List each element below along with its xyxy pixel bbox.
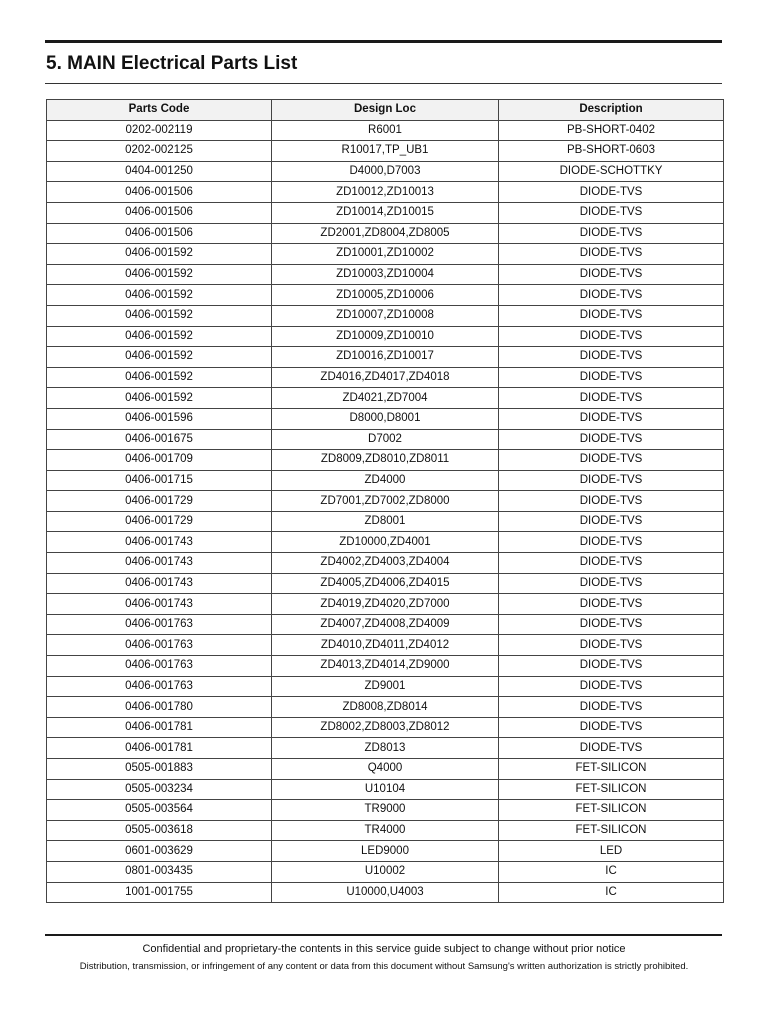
cell-description: DIODE-TVS [499, 202, 724, 223]
cell-parts-code: 0406-001506 [47, 202, 272, 223]
table-row [47, 326, 724, 347]
cell-description: DIODE-TVS [499, 697, 724, 718]
table-row [47, 779, 724, 800]
cell-parts-code: 1001-001755 [47, 882, 272, 903]
parts-table-header [47, 100, 724, 121]
table-row [47, 429, 724, 450]
cell-description: DIODE-TVS [499, 491, 724, 512]
cell-parts-code: 0406-001592 [47, 305, 272, 326]
cell-parts-code: 0406-001780 [47, 697, 272, 718]
footer-confidential-notice: Confidential and proprietary-the contents in this service guide subject to change without prior notice [142, 943, 626, 955]
cell-description: DIODE-TVS [499, 367, 724, 388]
cell-parts-code: 0406-001729 [47, 511, 272, 532]
cell-design-loc: LED9000 [272, 841, 499, 862]
table-row [47, 635, 724, 656]
cell-parts-code: 0801-003435 [47, 861, 272, 882]
cell-parts-code: 0202-002119 [47, 120, 272, 141]
cell-parts-code: 0406-001781 [47, 738, 272, 759]
cell-design-loc: D7002 [272, 429, 499, 450]
table-row [47, 141, 724, 162]
cell-design-loc: ZD10014,ZD10015 [272, 202, 499, 223]
header-row [47, 100, 724, 121]
table-row [47, 408, 724, 429]
table-row [47, 491, 724, 512]
cell-description: DIODE-TVS [499, 717, 724, 738]
cell-design-loc: D4000,D7003 [272, 161, 499, 182]
cell-parts-code: 0505-003618 [47, 820, 272, 841]
table-row [47, 882, 724, 903]
table-row [47, 305, 724, 326]
cell-description: DIODE-TVS [499, 388, 724, 409]
table-row [47, 511, 724, 532]
cell-description: DIODE-TVS [499, 347, 724, 368]
cell-design-loc: R6001 [272, 120, 499, 141]
cell-parts-code: 0406-001592 [47, 367, 272, 388]
table-row [47, 861, 724, 882]
cell-description: FET-SILICON [499, 779, 724, 800]
cell-design-loc: ZD10000,ZD4001 [272, 532, 499, 553]
table-row [47, 388, 724, 409]
table-row [47, 573, 724, 594]
title-divider [45, 83, 722, 84]
cell-description: DIODE-TVS [499, 553, 724, 574]
cell-design-loc: ZD4016,ZD4017,ZD4018 [272, 367, 499, 388]
cell-design-loc: ZD8002,ZD8003,ZD8012 [272, 717, 499, 738]
cell-description: DIODE-TVS [499, 285, 724, 306]
cell-parts-code: 0406-001592 [47, 388, 272, 409]
cell-description: DIODE-SCHOTTKY [499, 161, 724, 182]
cell-description: DIODE-TVS [499, 532, 724, 553]
table-row [47, 244, 724, 265]
cell-description: DIODE-TVS [499, 470, 724, 491]
table-row [47, 656, 724, 677]
cell-parts-code: 0406-001743 [47, 553, 272, 574]
cell-description: IC [499, 882, 724, 903]
cell-parts-code: 0505-003234 [47, 779, 272, 800]
table-row [47, 697, 724, 718]
cell-description: DIODE-TVS [499, 511, 724, 532]
cell-parts-code: 0406-001596 [47, 408, 272, 429]
header-parts-code: Parts Code [47, 100, 272, 121]
table-row [47, 450, 724, 471]
table-row [47, 347, 724, 368]
cell-description: FET-SILICON [499, 759, 724, 780]
cell-design-loc: TR9000 [272, 800, 499, 821]
footer-rule [45, 934, 722, 936]
cell-design-loc: ZD4000 [272, 470, 499, 491]
cell-design-loc: ZD10016,ZD10017 [272, 347, 499, 368]
table-row [47, 285, 724, 306]
cell-parts-code: 0406-001506 [47, 223, 272, 244]
cell-design-loc: ZD4010,ZD4011,ZD4012 [272, 635, 499, 656]
table-row [47, 759, 724, 780]
table-row [47, 820, 724, 841]
table-row [47, 676, 724, 697]
cell-description: PB-SHORT-0402 [499, 120, 724, 141]
cell-design-loc: ZD9001 [272, 676, 499, 697]
cell-design-loc: D8000,D8001 [272, 408, 499, 429]
table-row [47, 738, 724, 759]
cell-description: FET-SILICON [499, 800, 724, 821]
cell-parts-code: 0406-001675 [47, 429, 272, 450]
cell-design-loc: ZD7001,ZD7002,ZD8000 [272, 491, 499, 512]
cell-parts-code: 0406-001763 [47, 635, 272, 656]
table-row [47, 182, 724, 203]
cell-description: DIODE-TVS [499, 182, 724, 203]
cell-design-loc: ZD4007,ZD4008,ZD4009 [272, 614, 499, 635]
cell-description: LED [499, 841, 724, 862]
cell-parts-code: 0406-001592 [47, 264, 272, 285]
cell-design-loc: ZD4013,ZD4014,ZD9000 [272, 656, 499, 677]
table-row [47, 264, 724, 285]
cell-design-loc: ZD8009,ZD8010,ZD8011 [272, 450, 499, 471]
cell-design-loc: R10017,TP_UB1 [272, 141, 499, 162]
cell-parts-code: 0404-001250 [47, 161, 272, 182]
cell-design-loc: ZD10012,ZD10013 [272, 182, 499, 203]
cell-design-loc: U10104 [272, 779, 499, 800]
cell-description: DIODE-TVS [499, 244, 724, 265]
cell-design-loc: ZD8001 [272, 511, 499, 532]
cell-parts-code: 0406-001781 [47, 717, 272, 738]
cell-description: IC [499, 861, 724, 882]
cell-description: DIODE-TVS [499, 264, 724, 285]
table-row [47, 800, 724, 821]
cell-parts-code: 0406-001592 [47, 326, 272, 347]
cell-design-loc: U10000,U4003 [272, 882, 499, 903]
cell-design-loc: ZD10001,ZD10002 [272, 244, 499, 265]
cell-description: PB-SHORT-0603 [499, 141, 724, 162]
cell-description: DIODE-TVS [499, 594, 724, 615]
cell-description: DIODE-TVS [499, 429, 724, 450]
table-row [47, 223, 724, 244]
cell-description: DIODE-TVS [499, 408, 724, 429]
cell-parts-code: 0406-001592 [47, 244, 272, 265]
cell-parts-code: 0505-001883 [47, 759, 272, 780]
cell-design-loc: ZD2001,ZD8004,ZD8005 [272, 223, 499, 244]
table-row [47, 367, 724, 388]
table-row [47, 202, 724, 223]
cell-design-loc: ZD10007,ZD10008 [272, 305, 499, 326]
cell-description: DIODE-TVS [499, 223, 724, 244]
footer-distribution-notice: Distribution, transmission, or infringement of any content or data from this document without Samsung's written authorization is strictly prohibited. [79, 961, 689, 972]
cell-design-loc: ZD10003,ZD10004 [272, 264, 499, 285]
cell-parts-code: 0406-001592 [47, 285, 272, 306]
page-title: 5. MAIN Electrical Parts List [46, 53, 298, 74]
cell-description: DIODE-TVS [499, 573, 724, 594]
cell-parts-code: 0406-001763 [47, 656, 272, 677]
cell-parts-code: 0406-001506 [47, 182, 272, 203]
cell-description: DIODE-TVS [499, 326, 724, 347]
cell-design-loc: ZD4019,ZD4020,ZD7000 [272, 594, 499, 615]
cell-description: FET-SILICON [499, 820, 724, 841]
cell-description: DIODE-TVS [499, 305, 724, 326]
cell-design-loc: ZD4002,ZD4003,ZD4004 [272, 553, 499, 574]
cell-parts-code: 0406-001709 [47, 450, 272, 471]
cell-parts-code: 0601-003629 [47, 841, 272, 862]
cell-description: DIODE-TVS [499, 656, 724, 677]
cell-design-loc: ZD4005,ZD4006,ZD4015 [272, 573, 499, 594]
cell-parts-code: 0406-001763 [47, 676, 272, 697]
cell-description: DIODE-TVS [499, 676, 724, 697]
cell-parts-code: 0406-001729 [47, 491, 272, 512]
cell-design-loc: U10002 [272, 861, 499, 882]
table-row [47, 594, 724, 615]
table-row [47, 841, 724, 862]
cell-parts-code: 0406-001715 [47, 470, 272, 491]
cell-design-loc: ZD8008,ZD8014 [272, 697, 499, 718]
cell-parts-code: 0202-002125 [47, 141, 272, 162]
cell-parts-code: 0406-001743 [47, 532, 272, 553]
table-row [47, 161, 724, 182]
cell-design-loc: ZD10005,ZD10006 [272, 285, 499, 306]
header-description: Description [499, 100, 724, 121]
table-row [47, 717, 724, 738]
table-row [47, 120, 724, 141]
cell-design-loc: Q4000 [272, 759, 499, 780]
table-row [47, 470, 724, 491]
cell-parts-code: 0406-001743 [47, 573, 272, 594]
parts-table [46, 99, 724, 903]
top-rule [45, 40, 722, 43]
cell-description: DIODE-TVS [499, 450, 724, 471]
header-design-loc: Design Loc [272, 100, 499, 121]
cell-parts-code: 0406-001743 [47, 594, 272, 615]
cell-design-loc: ZD4021,ZD7004 [272, 388, 499, 409]
table-row [47, 614, 724, 635]
cell-design-loc: ZD8013 [272, 738, 499, 759]
parts-table-body [47, 120, 724, 903]
cell-description: DIODE-TVS [499, 614, 724, 635]
cell-design-loc: TR4000 [272, 820, 499, 841]
cell-parts-code: 0406-001592 [47, 347, 272, 368]
cell-design-loc: ZD10009,ZD10010 [272, 326, 499, 347]
table-row [47, 553, 724, 574]
cell-description: DIODE-TVS [499, 635, 724, 656]
cell-description: DIODE-TVS [499, 738, 724, 759]
table-row [47, 532, 724, 553]
cell-parts-code: 0406-001763 [47, 614, 272, 635]
cell-parts-code: 0505-003564 [47, 800, 272, 821]
